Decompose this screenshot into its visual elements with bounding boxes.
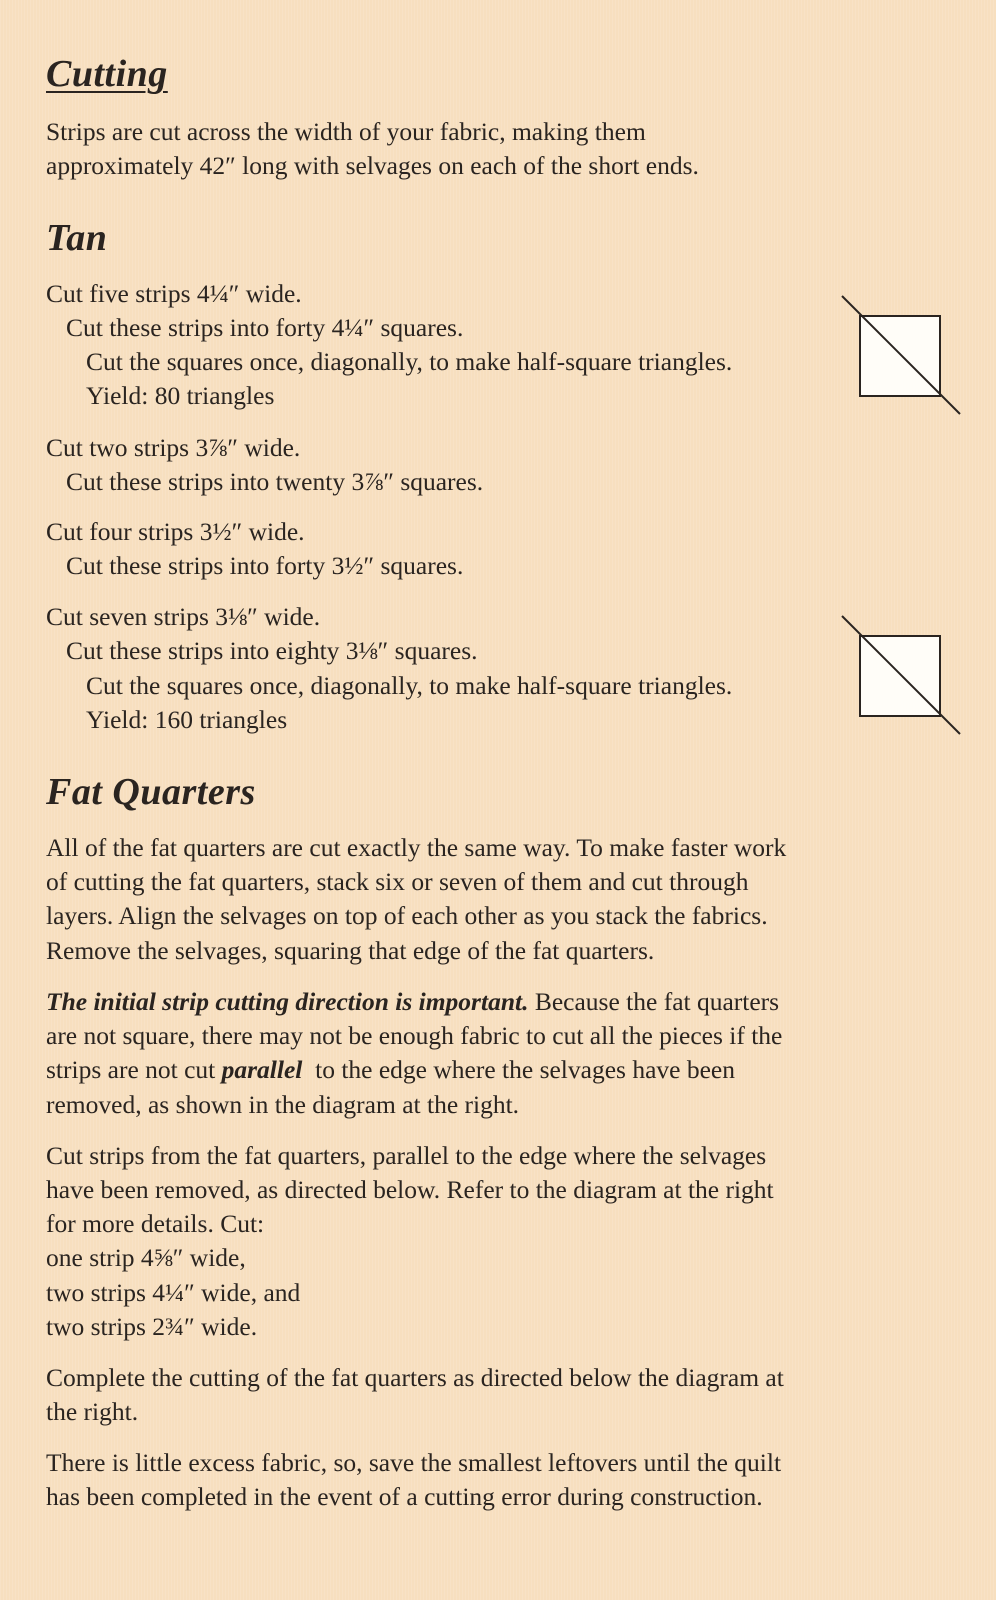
fq-p1-line-1: All of the fat quarters are cut exactly the same way. To make faster work [46,833,787,862]
tan-g4-line-2: Cut these strips into eighty 3⅛″ squares. [66,636,478,665]
fq-p5-line-2: has been completed in the event of a cutting error during construction. [46,1482,763,1511]
fq-p4-line-2: the right. [46,1397,139,1426]
square-outline [860,316,940,396]
cutting-intro-line-2: approximately 42″ long with selvages on each of the short ends. [46,151,699,180]
cutting-heading: Cutting [46,53,168,95]
tan-g2-line-1: Cut two strips 3⅞″ wide. [46,433,301,462]
tan-g3-line-1: Cut four strips 3½″ wide. [46,517,305,546]
tan-g4-line-3: Cut the squares once, diagonally, to make half-square triangles. [86,671,733,700]
fq-p1-line-2: of cutting the fat quarters, stack six or seven of them and cut through [46,867,749,896]
tan-heading: Tan [46,217,108,259]
fq-p4-line-1: Complete the cutting of the fat quarters as directed below the diagram at [46,1363,784,1392]
fq-p2-line-1-rest: Because the fat quarters [528,987,780,1016]
tan-g3-line-2: Cut these strips into forty 3½″ squares. [66,551,464,580]
tan-g1-line-4: Yield: 80 triangles [86,381,275,410]
fq-p3-line-6: two strips 2¾″ wide. [46,1312,258,1341]
fq-p3-line-2: have been removed, as directed below. Refer to the diagram at the right [46,1175,774,1204]
fat-quarters-heading: Fat Quarters [46,771,256,813]
fq-p1-line-3: layers. Align the selvages on top of each other as you stack the fabrics. [46,901,768,930]
tan-g1-line-1: Cut five strips 4¼″ wide. [46,279,302,308]
fq-p3-line-4: one strip 4⅝″ wide, [46,1243,246,1272]
fq-p2-line-2: are not square, there may not be enough fabric to cut all the pieces if the [46,1021,783,1050]
fq-p2-line-3-post: to the edge where the selvages have been [302,1055,735,1084]
fq-p2-parallel: parallel [221,1055,303,1084]
fq-p2-emphasis: The initial strip cutting direction is important. [46,987,529,1016]
fq-p3-line-1: Cut strips from the fat quarters, parallel to the edge where the selvages [46,1141,767,1170]
fq-p1-line-4: Remove the selvages, squaring that edge of the fat quarters. [46,936,655,965]
tan-g4-line-1: Cut seven strips 3⅛″ wide. [46,602,321,631]
fq-p2-line-3-pre: strips are not cut [46,1055,222,1084]
tan-g1-line-3: Cut the squares once, diagonally, to make half-square triangles. [86,347,733,376]
half-square-triangle-diagram-2 [840,614,970,744]
fq-p3-line-5: two strips 4¼″ wide, and [46,1278,301,1307]
tan-g2-line-2: Cut these strips into twenty 3⅞″ squares. [66,467,484,496]
fq-p2-line-4: removed, as shown in the diagram at the right. [46,1090,520,1119]
fq-p2-line-1 [46,984,779,1019]
cutting-intro-line-1: Strips are cut across the width of your fabric, making them [46,117,646,146]
half-square-triangle-diagram-1 [840,292,970,422]
square-outline [860,636,940,716]
tan-g4-line-4: Yield: 160 triangles [86,705,288,734]
fq-p2-line-3 [46,1052,735,1087]
fq-p5-line-1: There is little excess fabric, so, save the smallest leftovers until the quilt [46,1448,782,1477]
fq-p3-line-3: for more details. Cut: [46,1209,265,1238]
tan-g1-line-2: Cut these strips into forty 4¼″ squares. [66,313,464,342]
